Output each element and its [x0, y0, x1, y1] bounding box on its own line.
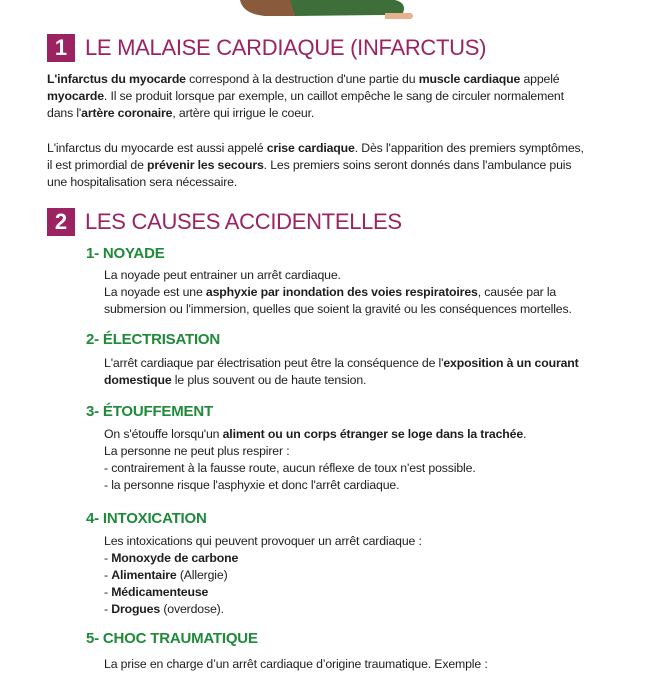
text: La noyade peut entrainer un arrêt cardiaque.: [104, 268, 341, 282]
bold-text: Drogues: [111, 602, 161, 616]
bold-text: asphyxie par inondation des voies respiratoires: [205, 285, 478, 299]
text-line: [104, 355, 644, 372]
bold-text: Médicamenteuse: [111, 585, 209, 599]
text-line: [104, 301, 644, 318]
text: (overdose).: [160, 602, 224, 616]
text: La prise en charge d’un arrêt cardiaque d’origine traumatique. Exemple :: [104, 657, 488, 671]
bold-text: muscle cardiaque: [418, 72, 521, 86]
text-line: [104, 460, 644, 477]
text: L'infarctus du myocarde est aussi appelé: [47, 141, 267, 155]
section-1-paragraph-2: [47, 140, 637, 191]
section-title: LES CAUSES ACCIDENTELLES: [85, 209, 402, 234]
text: , causée par la: [477, 285, 557, 299]
subsection-body-choc-traumatique: [104, 656, 644, 673]
subsection-body-noyade: [104, 267, 644, 318]
text-line: [104, 550, 644, 567]
section-number-badge: 1: [47, 34, 75, 62]
bold-text: L'infarctus du myocarde: [47, 72, 186, 86]
subsection-title-choc-traumatique: 5- CHOC TRAUMATIQUE: [86, 630, 258, 647]
text: La noyade est une: [104, 285, 206, 299]
bold-text: artère coronaire: [81, 106, 173, 120]
text-line: [47, 174, 637, 191]
text: Les intoxications qui peuvent provoquer un arrêt cardiaque :: [104, 534, 422, 548]
text-line: [104, 567, 644, 584]
text: -: [104, 551, 112, 565]
text: -: [104, 568, 112, 582]
text: appelé: [520, 72, 560, 86]
text-line: [104, 443, 644, 460]
text: il est primordial de: [47, 158, 148, 172]
section-2-heading: [47, 208, 402, 236]
section-1-heading: [47, 34, 486, 62]
text: La personne ne peut plus respirer :: [104, 444, 290, 458]
text: .: [523, 427, 527, 441]
text: . Les premiers soins seront donnés dans l'ambulance puis: [263, 158, 572, 172]
text: . Dès l'apparition des premiers symptômes,: [354, 141, 584, 155]
text-line: [47, 157, 637, 174]
bold-text: domestique: [104, 373, 172, 387]
text: une hospitalisation sera nécessaire.: [47, 175, 238, 189]
text: - la personne risque l'asphyxie et donc l'arrêt cardiaque.: [104, 478, 400, 492]
bold-text: exposition à un courant: [443, 356, 579, 370]
bold-text: Alimentaire: [111, 568, 177, 582]
text: submersion ou l'immersion, quelles que soient la gravité ou les conséquences mortelles.: [104, 302, 572, 316]
text: correspond à la destruction d'une partie du: [185, 72, 419, 86]
section-title: LE MALAISE CARDIAQUE (INFARCTUS): [85, 35, 487, 60]
section-1-paragraph-1: [47, 71, 637, 122]
bold-text: crise cardiaque: [266, 141, 355, 155]
text: (Allergie): [176, 568, 228, 582]
text-line: [104, 284, 644, 301]
text-line: [104, 477, 644, 494]
subsection-title-electrisation: 2- ÉLECTRISATION: [86, 331, 221, 348]
text-line: [104, 426, 644, 443]
text-line: [104, 533, 644, 550]
bold-text: aliment ou un corps étranger se loge dans la trachée: [222, 427, 524, 441]
text-line: [104, 267, 644, 284]
text-line: [104, 601, 644, 618]
text-line: [104, 584, 644, 601]
text-line: [47, 88, 637, 105]
subsection-title-noyade: 1- NOYADE: [86, 245, 165, 262]
bold-text: Monoxyde de carbone: [111, 551, 239, 565]
text: . Il se produit lorsque par exemple, un caillot empêche le sang de circuler normalement: [103, 89, 564, 103]
text-line: [47, 71, 637, 88]
text: - contrairement à la fausse route, aucun réflexe de toux n'est possible.: [104, 461, 476, 475]
bold-text: prévenir les secours: [147, 158, 264, 172]
section-number-badge: 2: [47, 208, 75, 236]
text: On s'étouffe lorsqu'un: [104, 427, 223, 441]
bold-text: myocarde: [47, 89, 104, 103]
text: -: [104, 585, 112, 599]
text: L'arrêt cardiaque par électrisation peut être la conséquence de l': [104, 356, 444, 370]
text: dans l': [47, 106, 82, 120]
text-line: [104, 372, 644, 389]
text: -: [104, 602, 112, 616]
text-line: [104, 656, 644, 673]
subsection-body-electrisation: [104, 355, 644, 389]
person-lying-illustration: [235, 0, 415, 22]
text-line: [47, 105, 637, 122]
subsection-body-etouffement: [104, 426, 644, 494]
subsection-body-intoxication: [104, 533, 644, 618]
text: le plus souvent ou de haute tension.: [171, 373, 367, 387]
text: , artère qui irrigue le coeur.: [172, 106, 315, 120]
text-line: [47, 140, 637, 157]
subsection-title-etouffement: 3- ÉTOUFFEMENT: [86, 403, 213, 420]
subsection-title-intoxication: 4- INTOXICATION: [86, 510, 207, 527]
